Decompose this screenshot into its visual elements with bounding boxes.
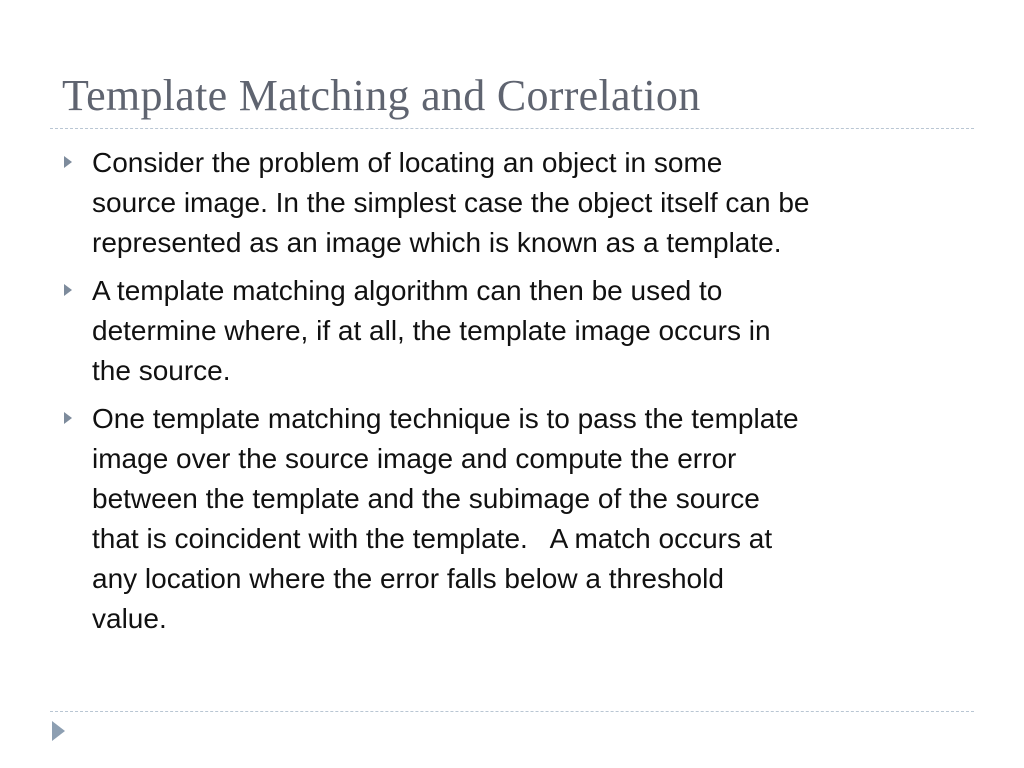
bullet-list [62,143,967,647]
title-divider [50,128,974,129]
bullet-text: Consider the problem of locating an object in some source image. In the simplest case the object itself can be represented as an image which is known as a template. [92,147,810,258]
triangle-bullet-icon [62,143,92,181]
bullet-item [62,143,967,263]
bullet-text: A template matching algorithm can then be used to determine where, if at all, the template image occurs in the source. [92,275,771,386]
bullet-item [62,271,967,391]
triangle-bullet-icon [62,271,92,309]
triangle-bullet-icon [62,399,92,437]
footer-divider [50,711,974,712]
bullet-item [62,399,967,639]
slide-title: Template Matching and Correlation [62,71,701,120]
next-slide-arrow-icon[interactable] [52,721,65,741]
bullet-text: One template matching technique is to pass the template image over the source image and compute the error between the template and the subimage of the source that is coincident with the template. A match occurs at any location where the error falls below a threshold value. [92,403,799,634]
